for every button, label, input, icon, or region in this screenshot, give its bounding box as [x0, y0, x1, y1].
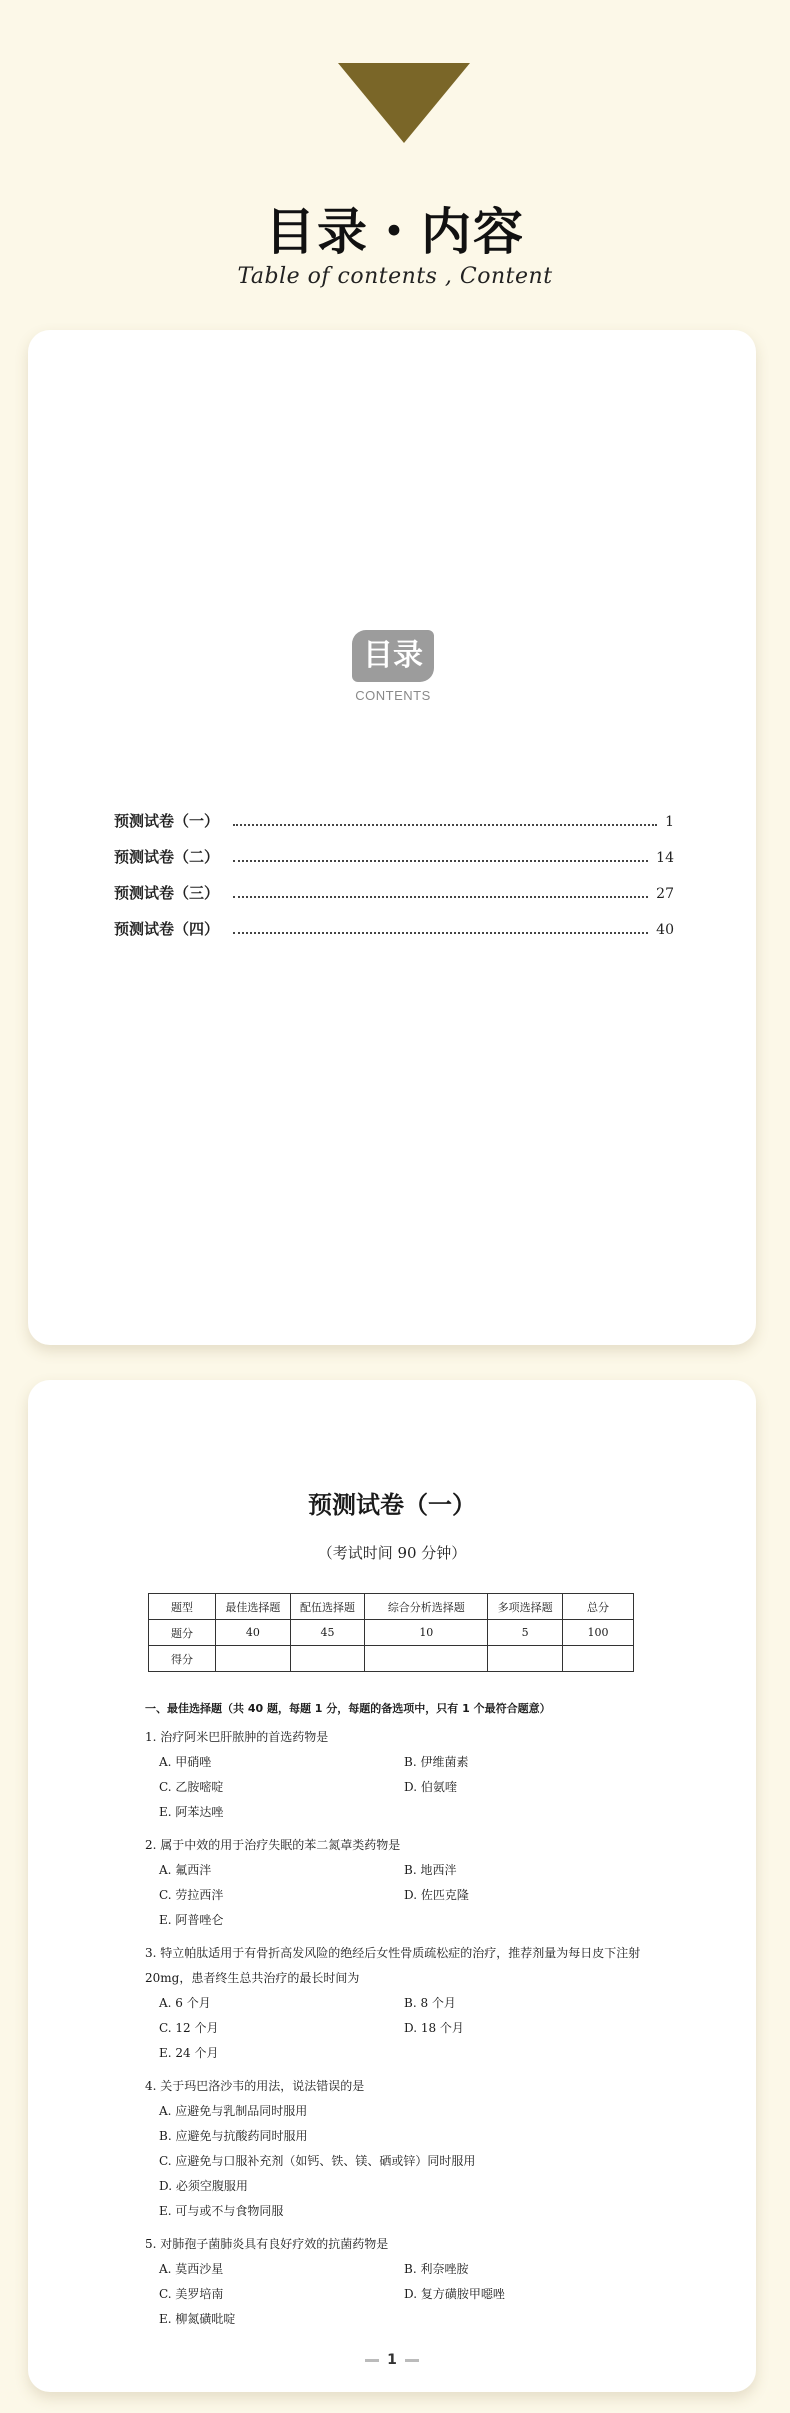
question-item: [145, 2232, 665, 2332]
toc-item-label: 预测试卷（四）: [114, 920, 220, 938]
option: C. 美罗培南: [159, 2287, 224, 2301]
option: D. 伯氨喹: [404, 1780, 457, 1794]
question-options: [145, 1858, 665, 1933]
table-cell: 题型: [149, 1594, 216, 1620]
option: E. 可与或不与食物同服: [159, 2204, 284, 2218]
option: E. 阿苯达唑: [159, 1805, 224, 1819]
page-title: 目录・内容: [265, 202, 525, 261]
table-row: [149, 1620, 634, 1646]
question-item: [145, 1941, 665, 2066]
table-cell: 总分: [563, 1594, 634, 1620]
exam-title: 预测试卷（一）: [308, 1490, 476, 1519]
table-row: [149, 1646, 634, 1672]
option: C. 12 个月: [159, 2021, 219, 2035]
table-cell: 多项选择题: [488, 1594, 563, 1620]
option: B. 应避免与抗酸药同时服用: [159, 2129, 308, 2143]
table-cell: 40: [216, 1620, 291, 1646]
question-stem: 1. 治疗阿米巴肝脓肿的首选药物是: [145, 1730, 329, 1744]
option: B. 利奈唑胺: [404, 2262, 469, 2276]
option: D. 18 个月: [404, 2021, 464, 2035]
table-cell: 题分: [149, 1620, 216, 1646]
question-item: [145, 1725, 665, 1825]
toc-item-label: 预测试卷（一）: [114, 812, 220, 830]
option: E. 阿普唑仑: [159, 1913, 224, 1927]
option: C. 劳拉西泮: [159, 1888, 224, 1902]
option: E. 24 个月: [159, 2046, 219, 2060]
question-item: [145, 2074, 665, 2224]
table-cell: [216, 1646, 291, 1672]
toc-item-label: 预测试卷（三）: [114, 884, 220, 902]
table-cell: 100: [563, 1620, 634, 1646]
toc-item-label: 预测试卷（二）: [114, 848, 220, 866]
option: D. 必须空腹服用: [159, 2179, 248, 2193]
question-list: [145, 1725, 665, 2340]
option: B. 地西泮: [404, 1863, 457, 1877]
table-cell: 45: [290, 1620, 365, 1646]
exam-time: （考试时间 90 分钟）: [317, 1544, 467, 1562]
exam-page-card: [28, 1380, 756, 2392]
toc-item-page: 1: [665, 814, 674, 830]
option: D. 复方磺胺甲噁唑: [404, 2287, 505, 2301]
table-cell: [290, 1646, 365, 1672]
toc-leader-dots: [233, 932, 648, 934]
question-options: [145, 1750, 665, 1825]
table-row: [149, 1594, 634, 1620]
question-options: [145, 2257, 665, 2332]
toc-leader-dots: [233, 824, 657, 826]
page-number-value: 1: [387, 2352, 397, 2368]
toc-item[interactable]: [114, 882, 674, 918]
option: B. 伊维菌素: [404, 1755, 469, 1769]
option: A. 甲硝唑: [159, 1755, 212, 1769]
dash-decoration-icon: [405, 2359, 419, 2362]
option: A. 莫西沙星: [159, 2262, 224, 2276]
option: A. 6 个月: [159, 1996, 211, 2010]
question-stem: 2. 属于中效的用于治疗失眠的苯二氮䓬类药物是: [145, 1838, 401, 1852]
question-item: [145, 1833, 665, 1933]
toc-item-page: 14: [656, 850, 674, 866]
option: C. 应避免与口服补充剂（如钙、铁、镁、硒或锌）同时服用: [159, 2154, 476, 2168]
option: D. 佐匹克隆: [404, 1888, 469, 1902]
option: A. 应避免与乳制品同时服用: [159, 2104, 308, 2118]
table-cell: 配伍选择题: [290, 1594, 365, 1620]
toc-item[interactable]: [114, 918, 674, 954]
toc-item[interactable]: [114, 810, 674, 846]
table-cell: 得分: [149, 1646, 216, 1672]
question-stem: 3. 特立帕肽适用于有骨折高发风险的绝经后女性骨质疏松症的治疗，推荐剂量为每日皮下注射 20mg，患者终生总共治疗的最长时间为: [145, 1946, 641, 1985]
page-number: [28, 2352, 756, 2368]
table-cell: [563, 1646, 634, 1672]
question-options: [145, 2099, 665, 2224]
toc-leader-dots: [233, 896, 648, 898]
option: B. 8 个月: [404, 1996, 456, 2010]
dash-decoration-icon: [365, 2359, 379, 2362]
table-cell: 最佳选择题: [216, 1594, 291, 1620]
table-cell: 综合分析选择题: [365, 1594, 488, 1620]
toc-badge: 目录: [352, 630, 434, 682]
table-cell: 5: [488, 1620, 563, 1646]
section-heading: 一、最佳选择题（共 40 题，每题 1 分，每题的备选项中，只有 1 个最符合题意）: [145, 1702, 551, 1715]
option: E. 柳氮磺吡啶: [159, 2312, 236, 2326]
toc-badge-subtitle: CONTENTS: [355, 688, 431, 703]
table-cell: 10: [365, 1620, 488, 1646]
toc-item-page: 27: [656, 886, 674, 902]
toc-leader-dots: [233, 860, 648, 862]
triangle-decoration-icon: [338, 63, 470, 143]
option: A. 氟西泮: [159, 1863, 212, 1877]
question-options: [145, 1991, 665, 2066]
toc-item-page: 40: [656, 922, 674, 938]
page-header: [0, 0, 790, 330]
table-cell: [488, 1646, 563, 1672]
toc-item[interactable]: [114, 846, 674, 882]
question-stem: 5. 对肺孢子菌肺炎具有良好疗效的抗菌药物是: [145, 2237, 389, 2251]
page-subtitle: Table of contents , Content: [237, 264, 553, 289]
table-cell: [365, 1646, 488, 1672]
option: C. 乙胺嘧啶: [159, 1780, 224, 1794]
toc-page-card: [28, 330, 756, 1345]
score-table: [148, 1593, 634, 1672]
toc-list: [114, 810, 674, 954]
question-stem: 4. 关于玛巴洛沙韦的用法，说法错误的是: [145, 2079, 365, 2093]
